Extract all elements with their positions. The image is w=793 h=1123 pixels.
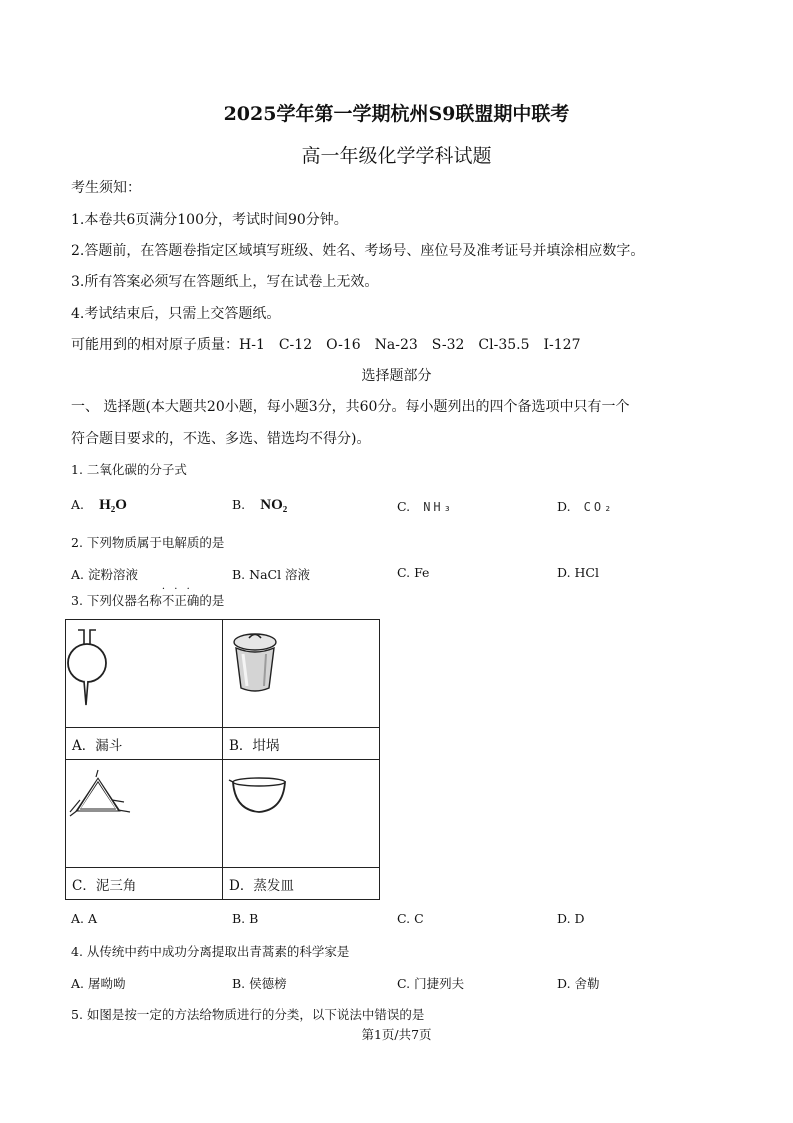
q3-stem-pre: 3. 下列仪器名称 [71, 593, 162, 608]
q1-option-d-label: D. [557, 499, 571, 514]
exam-subtitle: 高一年级化学学科试题 [301, 145, 492, 167]
notice-item-1: 1.本卷共6页满分100分，考试时间90分钟。 [71, 212, 348, 228]
clay-triangle-image-cell [66, 760, 223, 868]
q3-option-d: D. D [557, 911, 585, 926]
atomic-mass-line: 可能用到的相对原子质量：H-1 C-12 O-16 Na-23 S-32 Cl-35.5 I-127 [71, 337, 581, 353]
q1-option-b-label: B. [232, 497, 246, 512]
section-intro-line1: 一、 选择题(本大题共20小题，每小题3分，共60分。每小题列出的四个备选项中只有一个 [71, 399, 630, 415]
q1-stem: 1. 二氧化碳的分子式 [71, 462, 187, 477]
q1-option-d-formula: CO₂ [583, 500, 615, 514]
q4-option-c: C. 门捷列夫 [397, 976, 465, 991]
emphasis-dots: · · · [161, 584, 193, 595]
q3-stem [71, 584, 225, 609]
section-name: 选择题部分 [361, 368, 432, 384]
exam-title: 2025学年第一学期杭州S9联盟期中联考 [223, 103, 570, 125]
crucible-icon [223, 620, 373, 723]
q3-cell-c: C．泥三角 [66, 868, 223, 900]
q3-cell-b: B．坩埚 [223, 728, 380, 760]
q1-option-b [232, 494, 287, 514]
clay-triangle-icon [66, 760, 216, 863]
funnel-icon [66, 620, 216, 723]
page-footer: 第1页/共7页 [361, 1027, 432, 1042]
q2-option-b: B. NaCl 溶液 [232, 567, 311, 582]
q1-option-b-formula: NO₂ [260, 497, 288, 513]
q3-stem-emphasis: · · · 不正确 [161, 584, 200, 608]
q2-option-d: D. HCl [557, 565, 599, 580]
notice-item-4: 4.考试结束后，只需上交答题纸。 [71, 306, 281, 322]
q1-option-a-formula: H₂O [99, 497, 127, 513]
q1-option-c-label: C. [397, 499, 411, 514]
q3-option-a: A. A [71, 911, 98, 926]
q1-option-d [557, 496, 614, 515]
q4-option-b: B. 侯德榜 [232, 976, 287, 991]
notice-item-2: 2.答题前，在答题卷指定区域填写班级、姓名、考场号、座位号及准考证号并填涂相应数字。 [71, 243, 645, 259]
q2-option-c: C. Fe [397, 565, 430, 580]
q2-option-a: A. 淀粉溶液 [71, 567, 138, 582]
q3-option-c: C. C [397, 911, 424, 926]
q5-stem: 5. 如图是按一定的方法给物质进行的分类，以下说法中错误的是 [71, 1007, 425, 1022]
q3-option-b: B. B [232, 911, 259, 926]
q1-option-a-label: A. [71, 497, 85, 512]
q2-stem: 2. 下列物质属于电解质的是 [71, 535, 225, 550]
evaporating-dish-icon [223, 760, 373, 863]
q4-option-a: A. 屠呦呦 [71, 976, 126, 991]
crucible-image-cell [223, 620, 380, 728]
q1-option-c [397, 496, 454, 515]
notice-heading: 考生须知： [71, 180, 141, 196]
notice-item-3: 3.所有答案必须写在答题纸上，写在试卷上无效。 [71, 274, 379, 290]
q3-stem-post: 的是 [199, 593, 225, 608]
q3-instrument-table [65, 619, 380, 900]
section-intro-line2: 符合题目要求的，不选、多选、错选均不得分)。 [71, 431, 371, 447]
q3-cell-a: A．漏斗 [66, 728, 223, 760]
q1-option-c-formula: NH₃ [423, 500, 454, 514]
evaporating-dish-image-cell [223, 760, 380, 868]
q3-cell-d: D．蒸发皿 [223, 868, 380, 900]
q1-option-a [71, 494, 127, 514]
funnel-image-cell [66, 620, 223, 728]
q4-option-d: D. 舍勒 [557, 976, 600, 991]
q4-stem: 4. 从传统中药中成功分离提取出青蒿素的科学家是 [71, 944, 350, 959]
